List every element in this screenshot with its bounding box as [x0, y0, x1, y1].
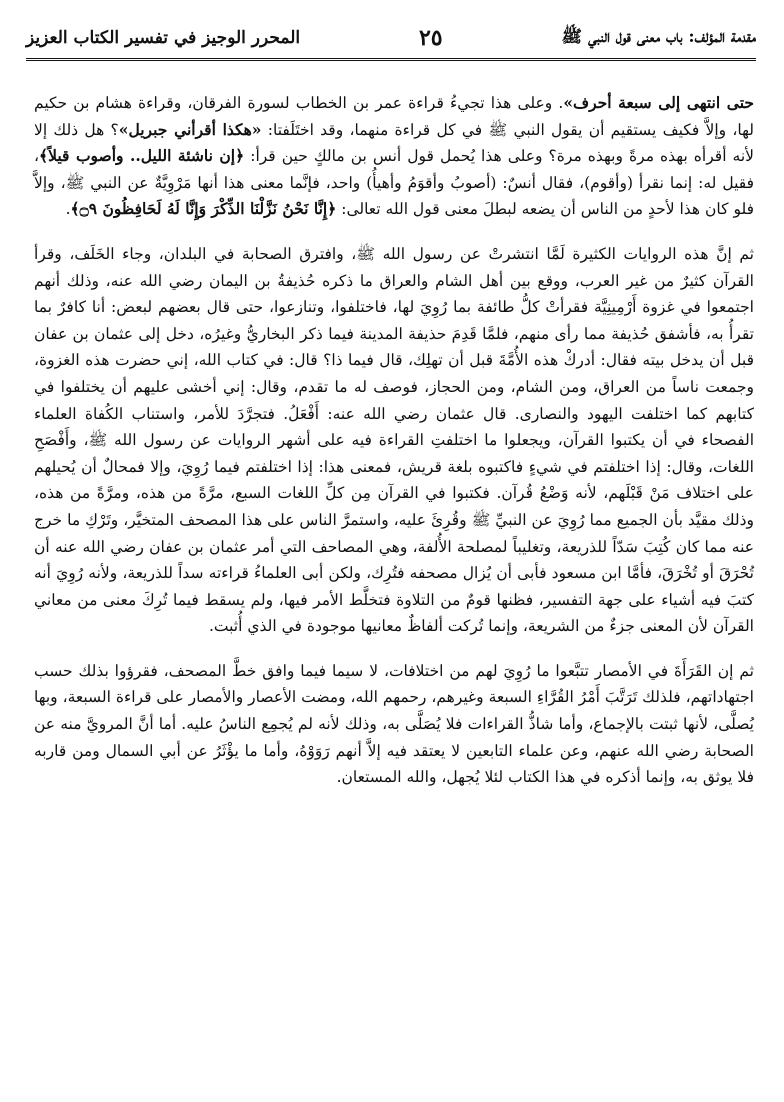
main-text [34, 90, 754, 791]
quoted-text: «هكذا أقرأني جبريل» [118, 119, 262, 139]
page-number: ٢٥ [418, 25, 443, 51]
paragraph [34, 658, 754, 791]
running-header [26, 18, 756, 58]
text-run: . وعلى هذا تجيءُ قراءة عمر بن الخطاب لسورة الفرقان، وقراءة هشام بن حكيم لها، وإلاَّ فكيف يستقيم أن يقول النبي ﷺ في كل قراءة منهما، وقد اختَلَفتا: [34, 94, 755, 139]
paragraph [34, 241, 754, 640]
quoted-text: ﴿إِنَّا نَحْنُ نَزَّلْنَا الذِّكْرَ وَإِنَّا لَهُ لَحَافِظُونَ ۝٩﴾ [70, 199, 337, 219]
book-title: المحرر الوجيز في تفسير الكتاب العزيز [26, 28, 301, 48]
text-run: ؟ هل ذلك إلا لأنه أقرأه بهذه مرةً وبهذه مرة؟ وعلى هذا يُحمل قول أنس بن مالكٍ حين قرأ: [34, 120, 754, 166]
text-run: . [65, 200, 71, 219]
text-run: ، فقيل له: إنما نقرأ (وأقوم)، فقال أنسٌ: (أصوبُ وأقوَمُ وأهيأُ) واحد، فإنَّما معنى هذا أنها مَرْوِيَّةٌ عن النبي ﷺ، وإلاَّ فلو كان هذا لأحدٍ من الناس أن يضعه لبطلَ معنى قول الله تعالى: [34, 147, 754, 219]
chapter-title: مقدمة المؤلف: باب معنى قول النبي ﷺ [561, 26, 756, 47]
quoted-text: ﴿إن ناشئة الليل.. وأصوب قيلاً﴾ [39, 146, 245, 166]
paragraph [34, 90, 754, 223]
quoted-text: حتى انتهى إلى سبعة أحرف» [563, 93, 754, 112]
text-run: ثم إن القَرَأَةَ في الأمصار تتبَّعوا ما رُوِيَ لهم من اختلافات، لا سيما فيما وافق خطَّ المصحف، فقرؤوا بذلك حسب اجتهاداتهم، فلذلك تَرَتَّبَ أَمْرُ القُرَّاءِ السبعة وغيرهم، رحمهم الله، ومضت الأعصار والأمصار على قراءة السبعة، وبها يُصلَّى، لأنها ثبتت بالإجماع، وأما شاذُّ القراءات فلا يُصَلَّى به، وذلك لأنه لم يُجمِع الناسُ عليه. أما أنَّ المرويَّ منه عن الصحابة رضي الله عنهم، وعن علماء التابعين لا يعتقد فيه إلاَّ أنهم رَوَوْهُ، وأما ما يؤْثَرُ عن أبي السمال ومن قاربه فلا يوثق به، وإنما أذكره في هذا الكتاب لئلا يُجهل، والله المستعان. [33, 661, 754, 787]
header-rule [26, 58, 756, 61]
text-run: ثم إنَّ هذه الروايات الكثيرة لَمَّا انتشرتْ عن رسول الله ﷺ، وافترق الصحابة في البلدان، وجاء الخَلَف، وقرأ القرآن كثيرٌ من غير العرب، ووقع بين أهل الشام والعراق ما ذكره حُذيفةُ بن اليمان رضي الله عنه، وذلك أنهم اجتمعوا في غزوة أَرْمِينِيَّة فقرأتْ كلُّ طائفة بما رُوِيَ لها، فاختلفوا، وتنازعوا، حتى قال بعضهم لبعض: أنا كافرٌ بما تقرأُ به، فأشفق حُذيفة مما رأى منهم، فلمَّا قَدِمَ حذيفة المدينة فيما ذكر البخاريُّ وغيرُه، دخل إلى عثمان بن عفان قبل أن يدخل بيته فقال: أدركْ هذه الأُمَّةَ قبل أن تهلِك، قال فيما ذا؟ قال: في كتاب الله، إني حضرت هذه الغزوة، وجمعت ناساً من العراق، ومن الشام، ومن الحجاز، فوصف له ما تقدم، وقال: إني أخشى عليهم أن يختلفوا في كتابهم كما اختلفت اليهود والنصارى. قال عثمان رضي الله عنه: أَفْعَلُ. فتجرَّدَ للأمر، واستناب الكُفاة العلماء الفصحاء في أن يكتبوا القرآن، ويجعلوا ما اختلفتِ القراءة فيه على أشهر الروايات عن رسول الله ﷺ، وأَفْصَحِ اللغات، وقال: إذا اختلفتم في شيءٍ فاكتبوه بلغة قريش، فمعنى هذا: إذا اختلفتم فيما رُوِيَ، وإلا فمحالٌ أن يُحيلهم على اختلاف مَنْ قَبْلَهم، لأنه وَضْعُ قُرآن. فكتبوا في القرآن مِن كلِّ اللغات السبع، مرَّةً من هذه، ومرَّةً من هذه، وذلك مقيَّد بأن الجميع مما رُوِيَ عن النبيِّ ﷺ وقُرِئَ عليه، واستمرَّ الناس على هذا المصحف المتخيَّر، وتَرْكِ ما خرج عنه مما كان كُتِبَ سَدّاً للذريعة، وتغليباً لمصلحة الأُلفة، وهي المصاحف التي أمر عثمان بن عفان رضي الله عنه أن تُحْرَقَ أو تُخْرَقَ، فأمَّا ابن مسعود فأبى أن يُزال مصحفه فتُرِك، ولكن أبى العلماءُ قراءته سداً للذريعة، ولأنه رُوِيَ أنه كتبَ فيه أشياء على جهة التفسير، فظنها قومٌ من التلاوة فتخلَّط الأمر فيها، ولم يسقط فيما تُرِكَ معنى من معاني القرآن لأن المعنى جزءٌ من الشريعة، وإنما تُركت ألفاظٌ معانيها موجودة في الذي أُثبت. [34, 244, 754, 636]
